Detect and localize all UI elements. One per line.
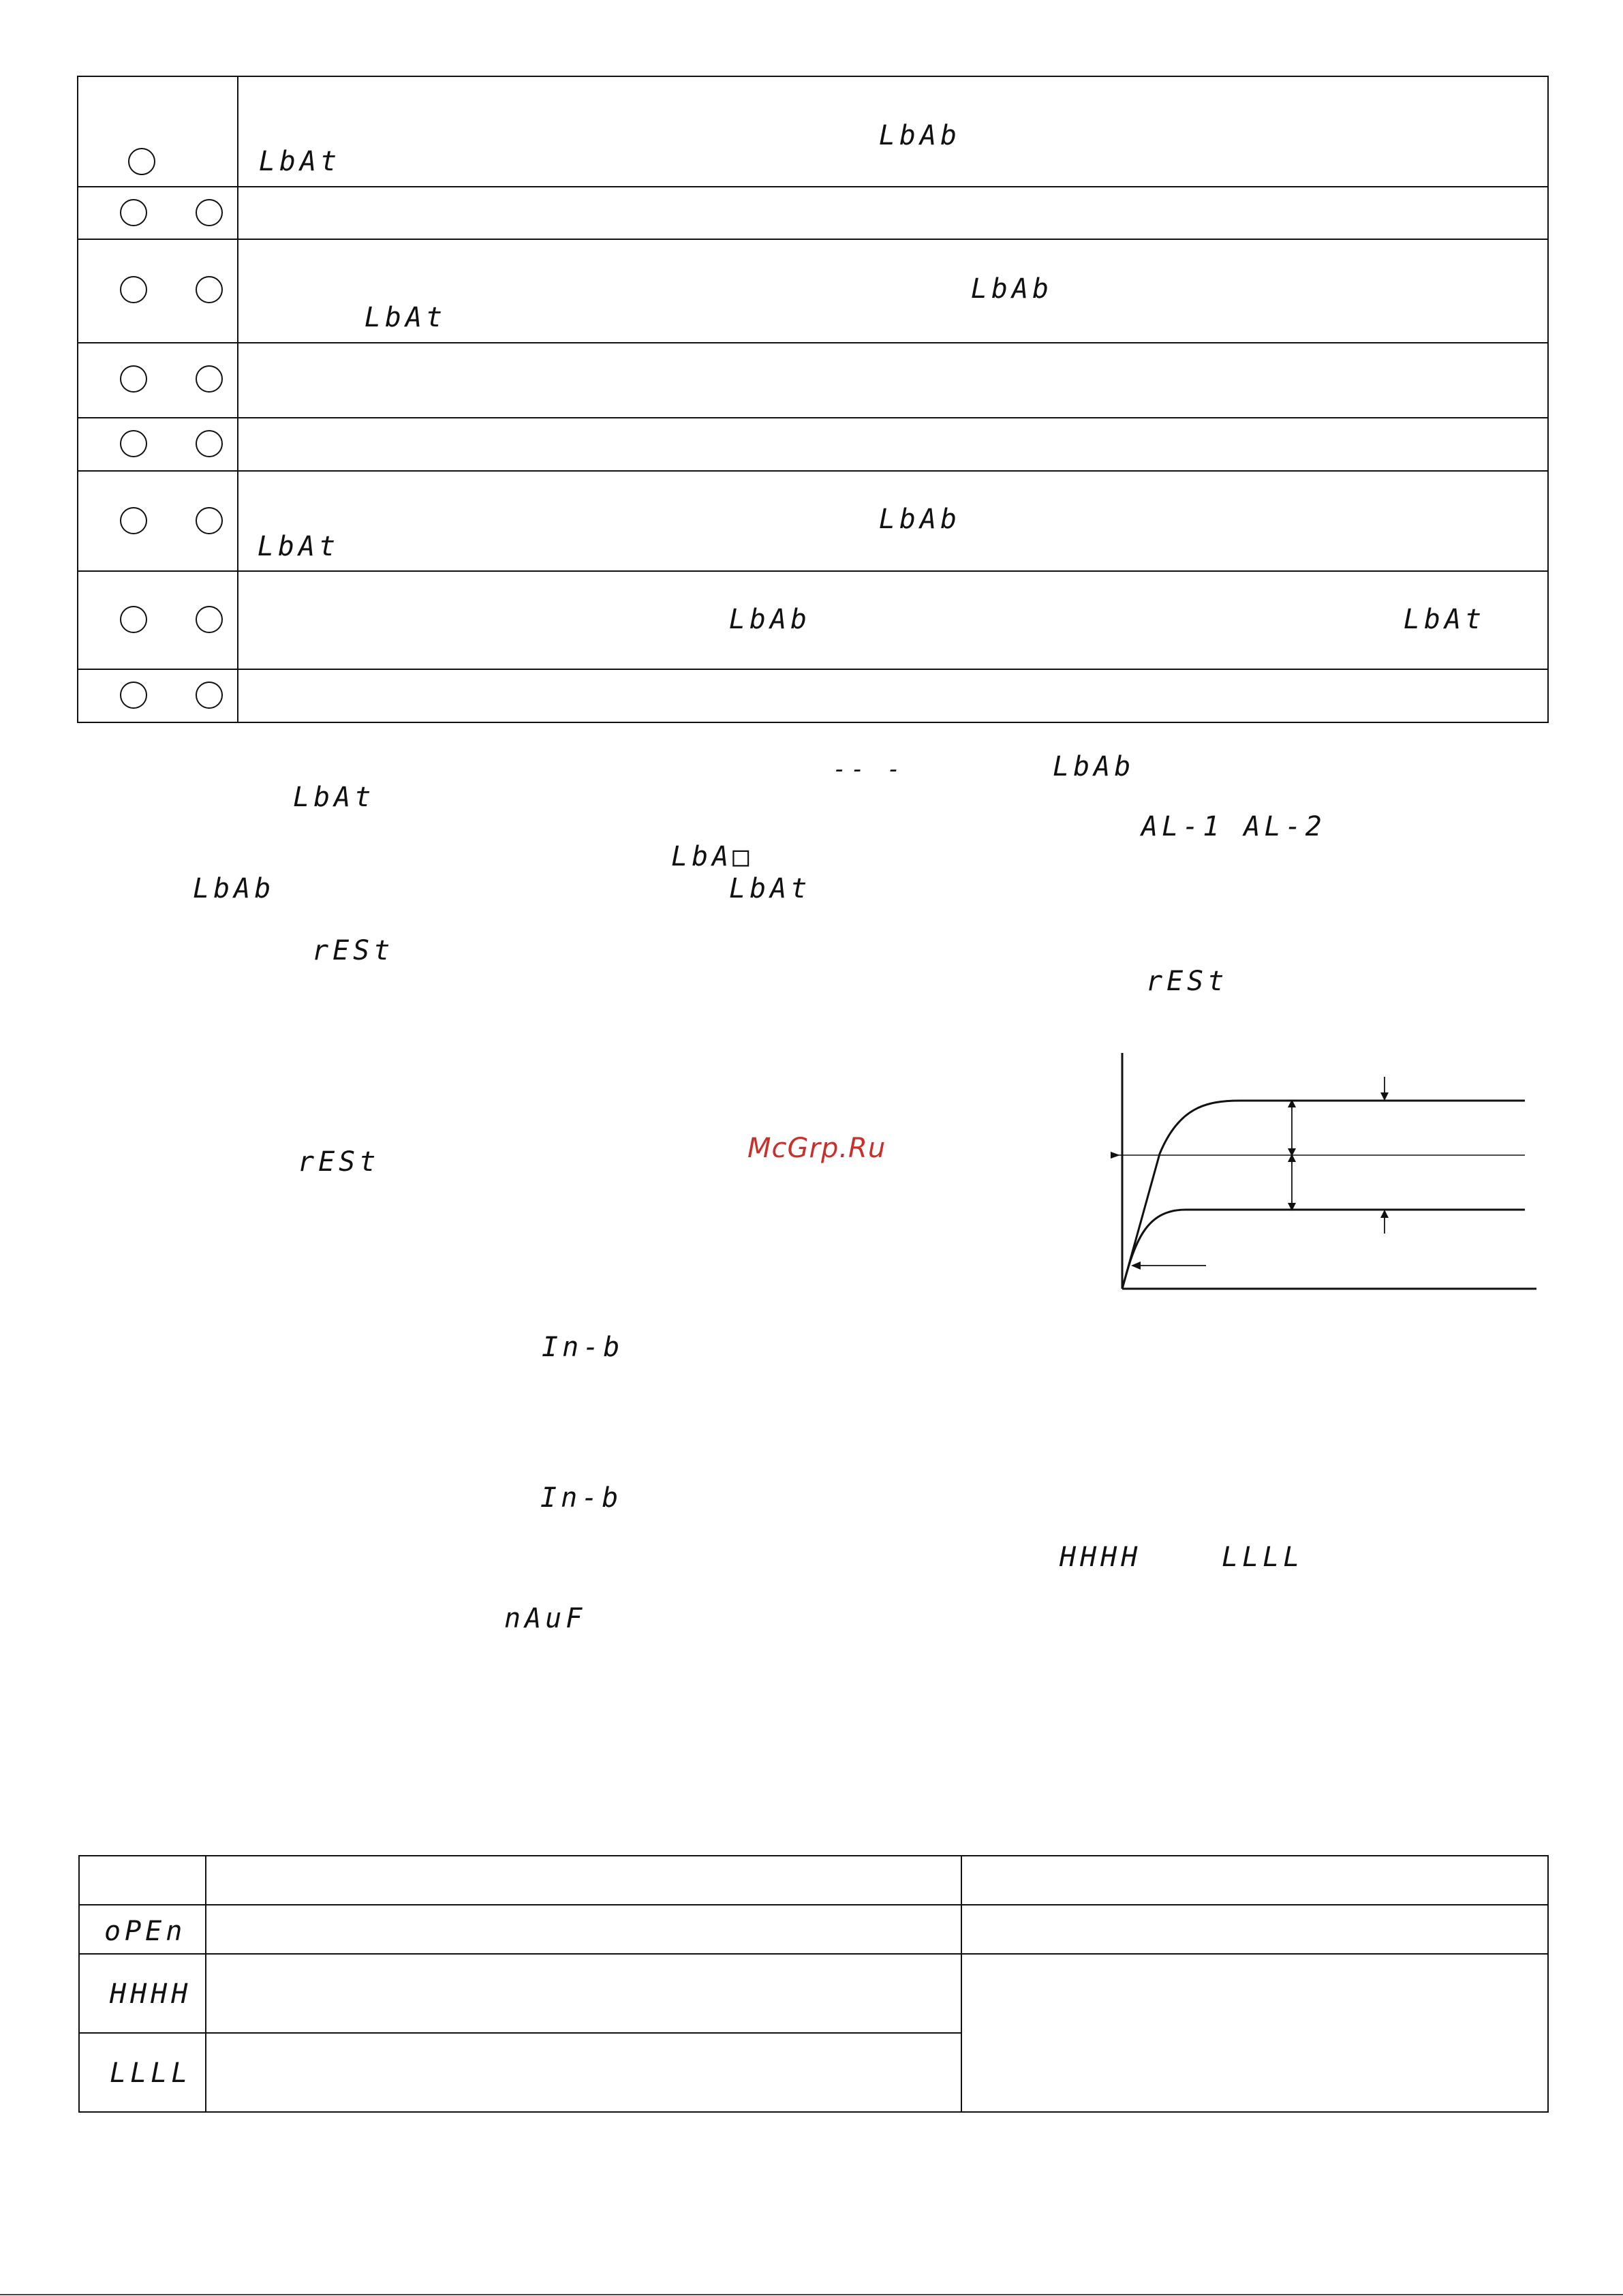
indicator-circle xyxy=(196,507,223,534)
segment-code: In-b xyxy=(540,1482,623,1514)
description-cell xyxy=(238,418,1548,471)
error-code-table xyxy=(78,1855,1549,2113)
setpoint-arrow xyxy=(1111,1152,1120,1159)
segment-code: LLLL xyxy=(1222,1542,1304,1573)
indicator-cell xyxy=(78,669,238,722)
code-cell: LLLL xyxy=(79,2033,206,2112)
indicator-circle xyxy=(120,682,147,709)
table-row xyxy=(79,1905,1548,1954)
segment-code: LbAb xyxy=(878,120,961,151)
description-cell xyxy=(238,571,1548,669)
description-cell xyxy=(238,239,1548,343)
description-cell xyxy=(238,471,1548,571)
code-cell: oPEn xyxy=(79,1905,206,1954)
remedy-cell xyxy=(961,1954,1548,2112)
table-row xyxy=(78,471,1548,571)
segment-code: LbAb xyxy=(1053,751,1135,782)
table-row xyxy=(78,669,1548,722)
segment-code: LbAb xyxy=(970,273,1053,305)
indicator-cell xyxy=(78,418,238,471)
response-diagram xyxy=(1104,1053,1540,1298)
indicator-cell xyxy=(78,343,238,418)
segment-code: rESt xyxy=(1146,966,1228,997)
indicator-circle xyxy=(196,606,223,633)
segment-code: LbAt xyxy=(1403,604,1486,635)
indicator-circle xyxy=(120,507,147,534)
table-row xyxy=(78,239,1548,343)
header-cell xyxy=(79,1856,206,1905)
indicator-circle xyxy=(120,606,147,633)
segment-code: rESt xyxy=(312,935,395,966)
segment-code: In-b xyxy=(542,1332,624,1363)
indicator-cell xyxy=(78,187,238,239)
table-row xyxy=(78,343,1548,418)
page-bottom-rule xyxy=(0,2294,1623,2295)
segment-code: LbAb xyxy=(878,504,961,535)
segment-code: LbAt xyxy=(258,146,341,177)
segment-code: rESt xyxy=(298,1146,380,1178)
indicator-circle xyxy=(120,276,147,303)
table-row xyxy=(79,1954,1548,2033)
table-row xyxy=(78,76,1548,187)
segment-code: HHHH xyxy=(1060,1542,1142,1573)
indicator-circle xyxy=(196,365,223,393)
alarm-codes: AL-1 AL-2 xyxy=(1141,811,1326,842)
segment-code: LbAb xyxy=(728,604,812,635)
band-arrows xyxy=(1139,1077,1385,1266)
dash-indicator: -- - xyxy=(833,756,905,783)
watermark: McGrp.Ru xyxy=(747,1133,886,1164)
indicator-circle xyxy=(196,199,223,226)
table-row xyxy=(78,571,1548,669)
lower-curve xyxy=(1122,1210,1525,1289)
indicator-cell xyxy=(78,471,238,571)
cause-cell xyxy=(206,2033,961,2112)
description-cell xyxy=(238,76,1548,187)
segment-code: nAuF xyxy=(504,1603,587,1634)
indicator-cell xyxy=(78,239,238,343)
segment-code: LbAt xyxy=(293,782,375,813)
indicator-circle xyxy=(196,430,223,457)
indicator-circle xyxy=(196,682,223,709)
indicator-circle xyxy=(128,148,155,175)
segment-code: LbA□ xyxy=(671,841,754,872)
description-cell xyxy=(238,343,1548,418)
cause-cell xyxy=(206,1954,961,2033)
indicator-circle xyxy=(120,199,147,226)
indicator-circle xyxy=(120,430,147,457)
cause-cell xyxy=(206,1905,961,1954)
segment-code: LbAt xyxy=(257,531,340,562)
indicator-cell xyxy=(78,76,238,187)
header-cell xyxy=(206,1856,961,1905)
segment-code: LbAt xyxy=(364,302,447,333)
upper-curve xyxy=(1122,1101,1525,1289)
table-row xyxy=(78,187,1548,239)
status-table xyxy=(77,76,1549,723)
remedy-cell xyxy=(961,1905,1548,1954)
indicator-cell xyxy=(78,571,238,669)
description-cell xyxy=(238,669,1548,722)
header-cell xyxy=(961,1856,1548,1905)
indicator-circle xyxy=(120,365,147,393)
table-row xyxy=(78,418,1548,471)
indicator-circle xyxy=(196,276,223,303)
segment-code: LbAb xyxy=(193,873,275,904)
segment-code: LbAt xyxy=(729,873,812,904)
code-cell: HHHH xyxy=(79,1954,206,2033)
description-cell xyxy=(238,187,1548,239)
table-header-row xyxy=(79,1856,1548,1905)
